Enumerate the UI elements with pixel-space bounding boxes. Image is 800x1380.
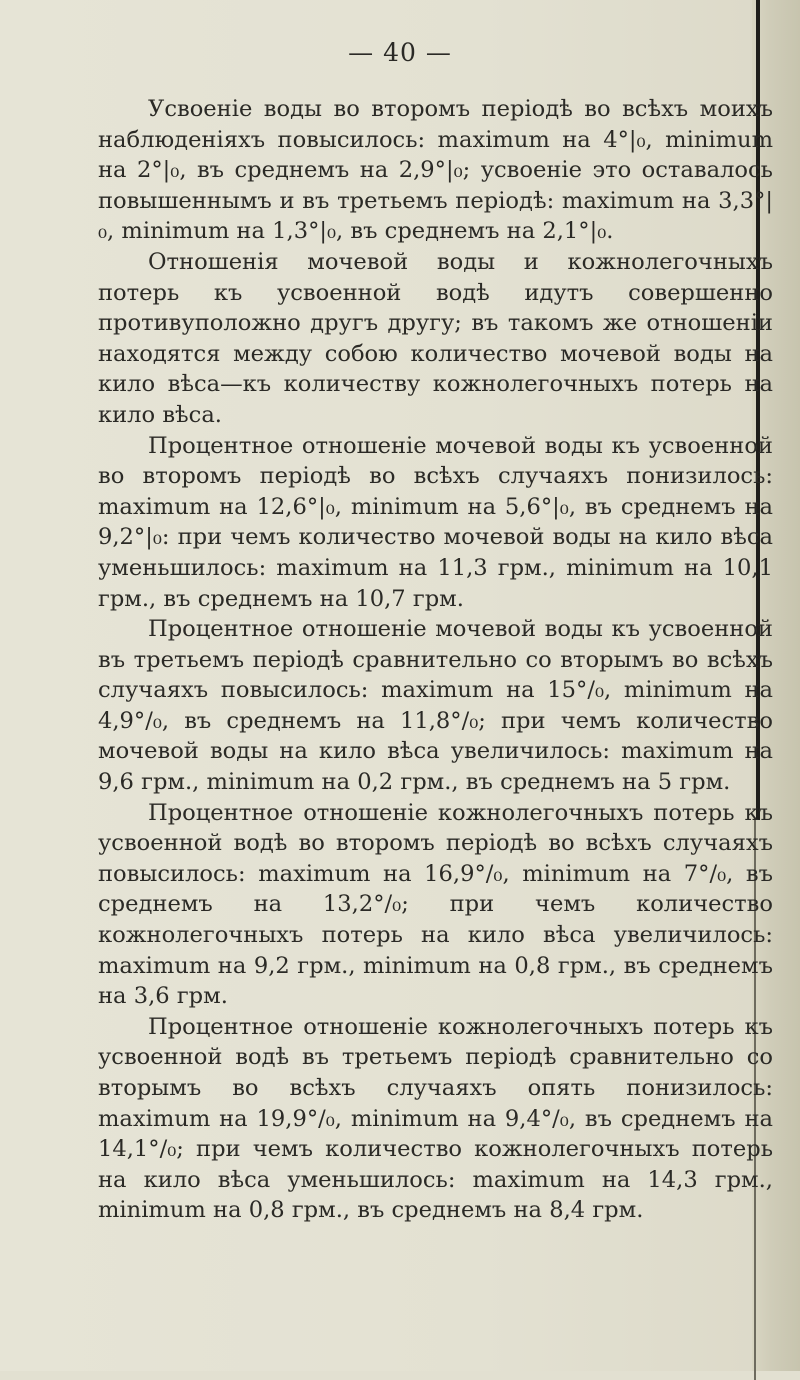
page-number: — 40 — [348,38,452,67]
paragraph-3: Процентное отношеніе мочевой воды къ усвоенной во второмъ періодѣ во всѣхъ случаяхъ понизилось: maximum на 12,6°|₀, minimum на 5,6°|₀, въ среднемъ на 9,2°|₀: при чемъ количество мочевой воды на кило вѣса уменьшилось: maximum на 11,3 грм., minimum на 10,1 грм., въ среднемъ на 10,7 грм. [98,432,773,612]
paragraph-5: Процентное отношеніе кожнолегочныхъ потерь къ усвоенной водѣ во второмъ періодѣ во всѣхъ случаяхъ повысилось: maximum на 16,9°/₀, minimum на 7°/₀, въ среднемъ на 13,2°/₀; при чемъ количество кожнолегочныхъ потерь на кило вѣса увеличилось: maximum на 9,2 грм., minimum на 0,8 грм., въ среднемъ на 3,6 грм. [98,799,773,1010]
paragraph-2: Отношенія мочевой воды и кожнолегочныхъ потерь къ усвоенной водѣ идутъ совершенно противуположно другъ другу; въ такомъ же отношеніи находятся между собою количество мочевой воды на кило вѣса—къ количеству кожнолегочныхъ потерь на кило вѣса. [98,248,773,428]
paragraph-1: Усвоеніе воды во второмъ періодѣ во всѣхъ моихъ наблюденіяхъ повысилось: maximum на 4°|₀, minimum на 2°|₀, въ среднемъ на 2,9°|₀; усвоеніе это оставалось повышеннымъ и въ третьемъ періодѣ: maximum на 3,3°|₀, minimum на 1,3°|₀, въ среднемъ на 2,1°|₀. [98,96,773,245]
body-text [98,94,773,1226]
paragraph-6: Процентное отношеніе кожнолегочныхъ потерь къ усвоенной водѣ въ третьемъ періодѣ сравнительно со вторымъ во всѣхъ случаяхъ опять понизилось: maximum на 19,9°/₀, minimum на 9,4°/₀, въ среднемъ на 14,1°/₀; при чемъ количество кожнолегочныхъ потерь на кило вѣса уменьшилось: maximum на 14,3 грм., minimum на 0,8 грм., въ среднемъ на 8,4 грм. [98,1013,773,1224]
paragraph-4: Процентное отношеніе мочевой воды къ усвоенной въ третьемъ періодѣ сравнительно со вторымъ во всѣхъ случаяхъ повысилось: maximum на 15°/₀, minimum на 4,9°/₀, въ среднемъ на 11,8°/₀; при чемъ количество мочевой воды на кило вѣса увеличилось: maximum на 9,6 грм., minimum на 0,2 грм., въ среднемъ на 5 грм. [98,616,773,796]
